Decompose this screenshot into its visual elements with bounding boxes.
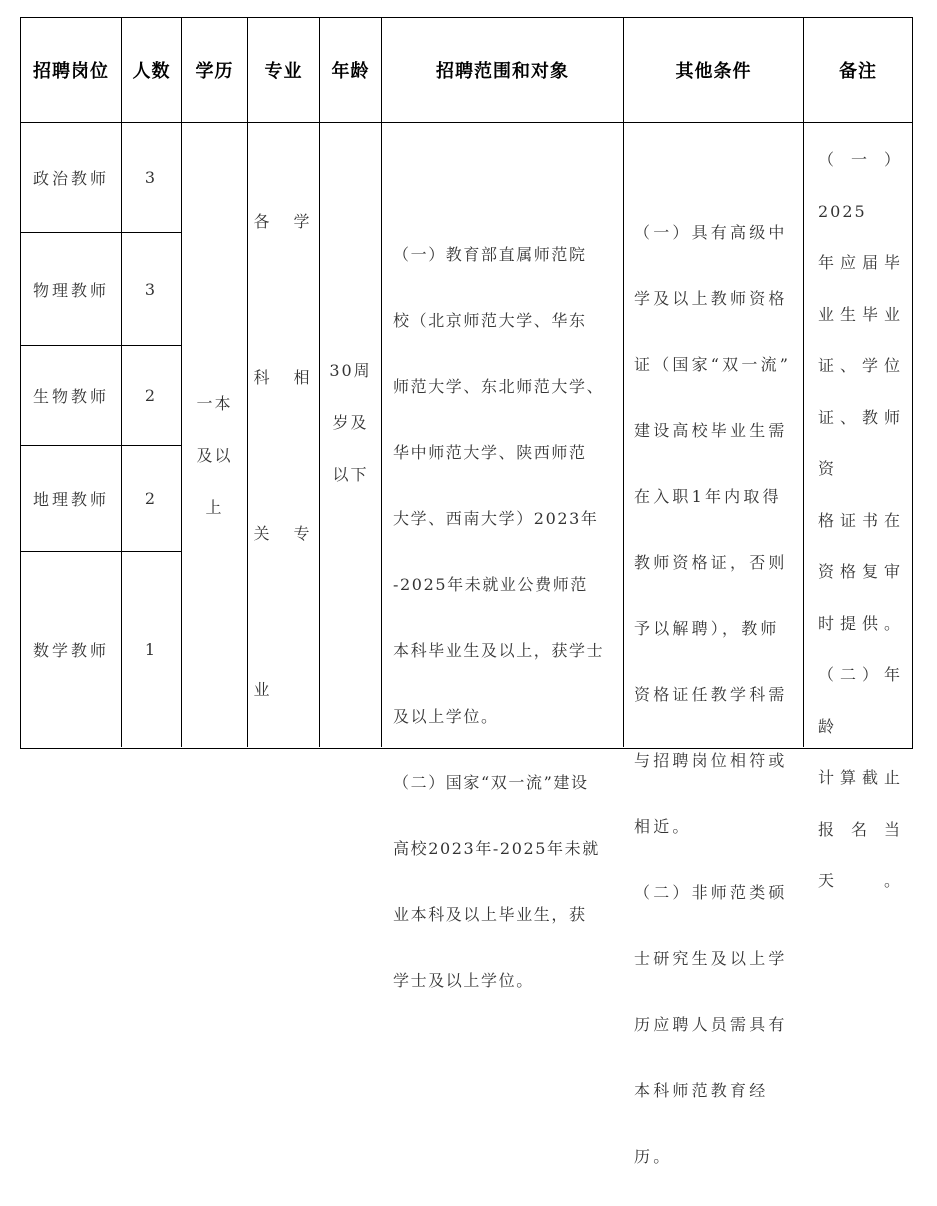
position-cell: 物理教师 (21, 233, 122, 346)
scope-line: 校（北京师范大学、华东 (393, 311, 587, 330)
condition-line: 与招聘岗位相符或 (634, 751, 788, 770)
note-line: 证、教师资 (818, 407, 902, 478)
condition-line: （一）具有高级中 (634, 223, 788, 242)
major-line: 关 专 (253, 524, 314, 543)
header-education: 学历 (182, 18, 248, 123)
age-line: 岁及 (332, 413, 369, 432)
major-line: 科 相 (253, 368, 314, 387)
notes-text (804, 134, 912, 907)
scope-cell (382, 123, 624, 990)
scope-text (382, 205, 612, 1030)
note-line: 计算截止 (818, 768, 902, 787)
note-line: （一）2025 (818, 150, 902, 221)
education-cell (182, 123, 248, 747)
scope-line: 华中师范大学、陕西师范 (393, 443, 587, 462)
age-cell (320, 123, 382, 747)
count-cell: 3 (122, 123, 182, 233)
condition-line: 学及以上教师资格 (634, 289, 788, 308)
header-other-conditions: 其他条件 (624, 18, 804, 123)
age-line: 以下 (332, 465, 369, 484)
condition-line: 相近。 (634, 817, 692, 836)
scope-line: （二）国家“双一流”建设 (393, 773, 589, 792)
scope-line: 本科毕业生及以上，获学士 (393, 641, 605, 660)
note-line: 格证书在 (818, 510, 902, 530)
condition-line: 历应聘人员需具有 (634, 1015, 788, 1034)
notes-cell (804, 123, 912, 890)
header-age: 年龄 (320, 18, 382, 123)
count-cell: 2 (122, 346, 182, 446)
scope-line: 业本科及以上毕业生，获 (393, 905, 587, 924)
education-line: 及以 (196, 446, 233, 465)
condition-line: 教师资格证，否则 (634, 553, 788, 572)
education-line: 上 (205, 498, 224, 517)
condition-line: 证（国家“双一流” (634, 355, 792, 374)
count-cell: 1 (122, 552, 182, 747)
major-line: 各 学 (253, 212, 314, 231)
condition-line: 在入职1年内取得 (634, 487, 782, 506)
scope-line: 师范大学、东北师范大学、 (393, 377, 605, 396)
other-conditions-text (624, 183, 799, 1206)
note-line: 年应届毕 (818, 253, 902, 272)
note-line: 资格复审 (818, 562, 902, 581)
scope-line: 及以上学位。 (393, 707, 499, 726)
scope-line: 大学、西南大学）2023年 (393, 509, 599, 528)
note-line: 报名当天。 (818, 819, 902, 890)
note-line: 时提供。 (818, 613, 902, 633)
note-line: （二）年龄 (818, 665, 902, 736)
education-line: 一本 (196, 394, 233, 413)
header-position: 招聘岗位 (21, 18, 122, 123)
scope-line: （一）教育部直属师范院 (393, 245, 587, 264)
scope-line: 学士及以上学位。 (393, 971, 534, 990)
other-conditions-cell (624, 123, 804, 1166)
recruitment-table (20, 17, 913, 1166)
condition-line: 予以解聘），教师 (634, 619, 780, 638)
age-line: 30周 (329, 361, 372, 380)
condition-line: 历。 (634, 1147, 673, 1166)
header-scope: 招聘范围和对象 (382, 18, 624, 123)
condition-line: 建设高校毕业生需 (634, 421, 788, 440)
major-cell (248, 123, 320, 747)
scope-line: 高校2023年-2025年未就 (393, 839, 600, 858)
condition-line: 本科师范教育经 (634, 1081, 769, 1100)
position-cell: 政治教师 (21, 123, 122, 233)
position-cell: 地理教师 (21, 446, 122, 552)
condition-line: 资格证任教学科需 (634, 685, 788, 704)
note-line: 业生毕业 (818, 304, 902, 324)
condition-line: （二）非师范类硕 (634, 883, 788, 902)
major-line: 业 (253, 680, 274, 699)
header-major: 专业 (248, 18, 320, 123)
position-cell: 数学教师 (21, 552, 122, 747)
condition-line: 士研究生及以上学 (634, 949, 788, 968)
count-cell: 2 (122, 446, 182, 552)
count-cell: 3 (122, 233, 182, 346)
header-count: 人数 (122, 18, 182, 123)
header-notes: 备注 (804, 18, 912, 123)
position-cell: 生物教师 (21, 346, 122, 446)
scope-line: -2025年未就业公费师范 (393, 575, 588, 594)
note-line: 证、学位 (818, 356, 902, 375)
